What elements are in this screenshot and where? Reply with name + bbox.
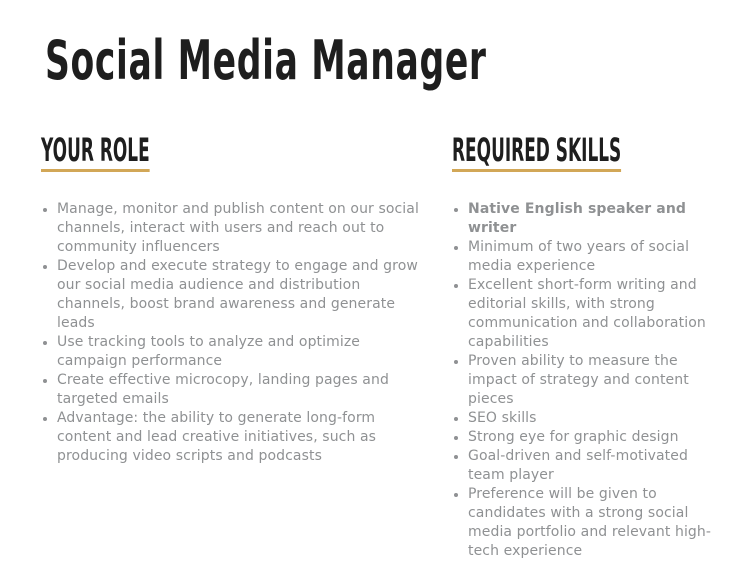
- list-item: • Proven ability to measure the impact of strategy and content pieces: [468, 352, 727, 409]
- list-item: • Create effective microcopy, landing pages and targeted emails: [57, 371, 420, 409]
- list-item: • Advantage: the ability to generate long-form content and lead creative initiatives, such as producing video scripts and podcasts: [57, 409, 420, 466]
- your-role-list: [41, 200, 420, 466]
- list-item: • Use tracking tools to analyze and optimize campaign performance: [57, 333, 420, 371]
- required-skills-heading: REQUIRED SKILLS: [452, 131, 621, 172]
- list-item: • Develop and execute strategy to engage and grow our social media audience and distribution channels, boost brand awareness and generate leads: [57, 257, 420, 333]
- list-item: • Manage, monitor and publish content on our social channels, interact with users and reach out to community influencers: [57, 200, 420, 257]
- list-item: • Excellent short-form writing and editorial skills, with strong communication and collaboration capabilities: [468, 276, 727, 352]
- your-role-heading: YOUR ROLE: [41, 131, 150, 172]
- list-item: • SEO skills: [468, 409, 727, 428]
- page-title: Social Media Manager: [45, 29, 487, 92]
- content-columns: [41, 131, 740, 561]
- required-skills-section: [452, 131, 727, 561]
- list-item: • Minimum of two years of social media experience: [468, 238, 727, 276]
- list-item: • Native English speaker and writer: [468, 200, 727, 238]
- required-skills-list: [452, 200, 727, 561]
- list-item: • Preference will be given to candidates with a strong social media portfolio and relevant high-tech experience: [468, 485, 727, 561]
- list-item: • Strong eye for graphic design: [468, 428, 727, 447]
- list-item: • Goal-driven and self-motivated team player: [468, 447, 727, 485]
- your-role-section: [41, 131, 420, 561]
